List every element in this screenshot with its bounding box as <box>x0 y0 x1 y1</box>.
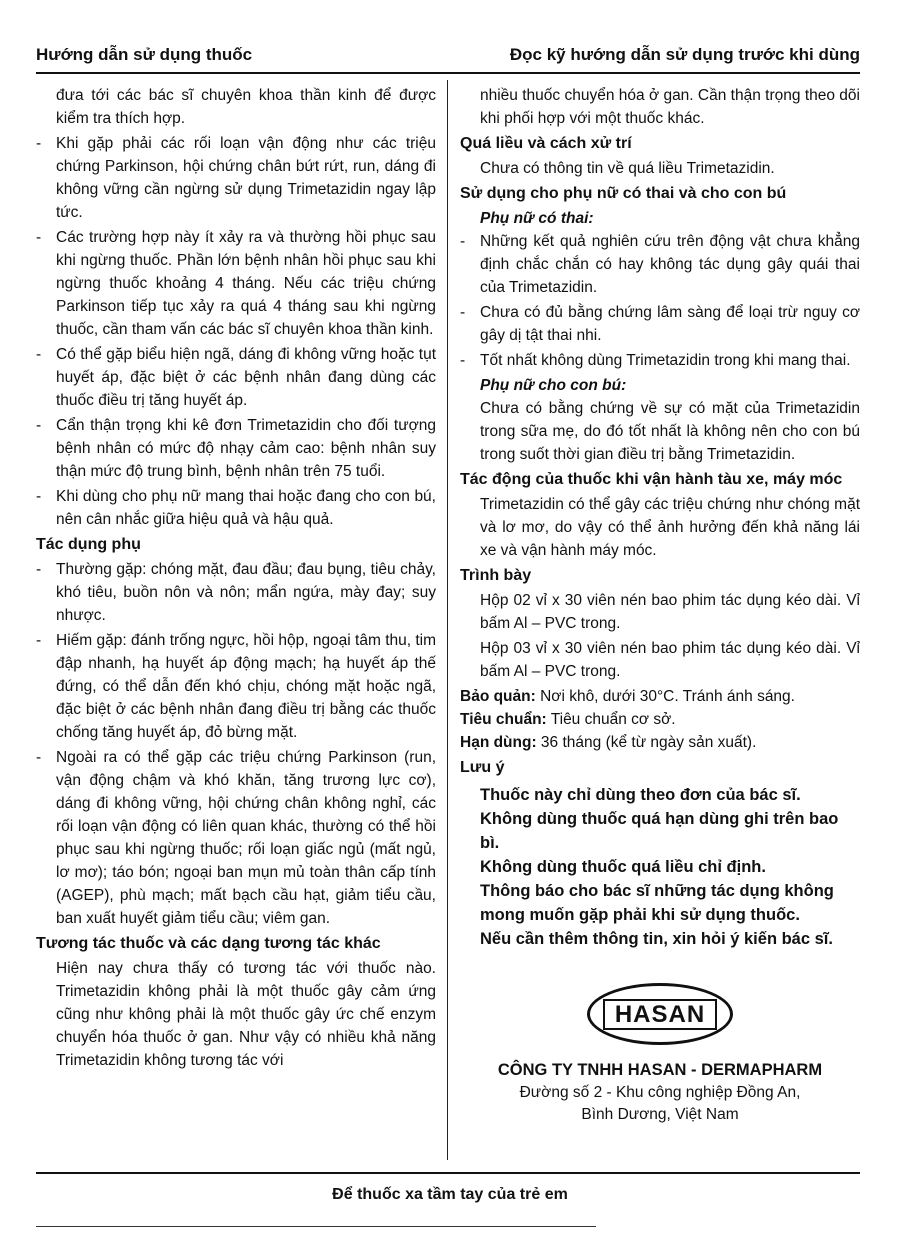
breastfeeding-text: Chưa có bằng chứng về sự có mặt của Trimetazidin trong sữa mẹ, do đó tốt nhất là không nên cho con bú trong suốt thời gian điều trị bằng Trimetazidin. <box>480 400 860 463</box>
standard-line <box>460 708 860 731</box>
company-name: CÔNG TY TNHH HASAN - DERMAPHARM <box>497 1061 823 1079</box>
header-left-title: Hướng dẫn sử dụng thuốc <box>36 45 253 64</box>
note-line: Không dùng thuốc quá liều chỉ định. <box>480 858 766 876</box>
pregnant-item: - Những kết quả nghiên cứu trên động vật chưa khẳng định chắc chắn có hay không tác dụng gây quái thai của Trimetazidin. <box>460 233 860 296</box>
side-effect-item: - Hiếm gặp: đánh trống ngực, hồi hộp, ngoại tâm thu, tim đập nhanh, hạ huyết áp động mạch; hạ huyết áp thế đứng, có thể dẫn đến khó chịu, chóng mặt hoặc ngã, đặc biệt ở các bệnh nhân đang điều trị bằng các thuốc chống tăng huyết áp, đỏ bừng mặt. <box>36 632 437 741</box>
breastfeeding-subheading: Phụ nữ cho con bú: <box>480 377 627 394</box>
company-address-line1: Đường số 2 - Khu công nghiệp Đồng An, <box>519 1084 801 1101</box>
page-header <box>36 38 860 74</box>
expiry-label: Hạn dùng: <box>460 734 537 751</box>
side-effect-item: - Ngoài ra có thể gặp các triệu chứng Parkinson (run, vận động chậm và khó khăn, tăng trương lực cơ), dáng đi không vững, hội chứng chân không nghỉ, các rối loạn vận động có liên quan khác, thường có thể hồi phục sau khi ngừng thuốc; rối loạn giấc ngủ (mất ngủ, lơ mơ); táo bón; ngoại ban mụn mủ toàn thân cấp tính (AGEP), phù mạch; mất bạch cầu hạt, giảm tiểu cầu, ban xuất huyết giảm tiểu cầu; viêm gan. <box>36 749 436 927</box>
expiry-line <box>460 731 860 754</box>
overdose-heading: Quá liều và cách xử trí <box>460 135 632 152</box>
note-block <box>460 783 860 951</box>
expiry-text: 36 tháng (kể từ ngày sản xuất). <box>536 734 757 751</box>
note-heading: Lưu ý <box>460 759 505 776</box>
side-effects-heading: Tác dụng phụ <box>36 536 141 553</box>
note-line: Không dùng thuốc quá hạn dùng ghi trên bao bì. <box>480 810 839 852</box>
interactions-text: Hiện nay chưa thấy có tương tác với thuốc nào. Trimetazidin không phải là một thuốc gây cảm ứng cũng như không phải là một thuốc gây ức chế enzym chuyển hóa thuốc ở gan. Như vậy có nhiều khả năng Trimetazidin không tương tác với <box>56 960 436 1069</box>
footer-warning: Để thuốc xa tầm tay của trẻ em <box>332 1186 568 1203</box>
pregnant-item: - Chưa có đủ bằng chứng lâm sàng để loại trừ nguy cơ gây dị tật thai nhi. <box>460 304 860 344</box>
storage-label: Bảo quản: <box>460 688 536 705</box>
note-line: Nếu cần thêm thông tin, xin hỏi ý kiến bác sĩ. <box>480 930 833 948</box>
standard-text: Tiêu chuẩn cơ sở. <box>546 711 676 728</box>
right-column <box>460 84 860 1126</box>
presentation-item: Hộp 03 vỉ x 30 viên nén bao phim tác dụng kéo dài. Vỉ bấm Al – PVC trong. <box>480 640 860 680</box>
pregnant-subheading: Phụ nữ có thai: <box>480 210 594 227</box>
company-logo <box>460 983 860 1045</box>
overdose-text: Chưa có thông tin về quá liều Trimetazidin. <box>480 160 775 177</box>
header-right-title: Đọc kỹ hướng dẫn sử dụng trước khi dùng <box>509 45 860 64</box>
logo-text: HASAN <box>603 999 717 1030</box>
warning-item: - Khi dùng cho phụ nữ mang thai hoặc đang cho con bú, nên cân nhắc giữa hiệu quả và hậu quả. <box>36 488 436 528</box>
storage-line <box>460 685 860 708</box>
interactions-continuation: nhiều thuốc chuyển hóa ở gan. Cần thận trọng theo dõi khi phối hợp với một thuốc khác. <box>480 87 860 127</box>
note-line: Thông báo cho bác sĩ những tác dụng không mong muốn gặp phải khi sử dụng thuốc. <box>480 882 834 924</box>
footer-divider <box>36 1172 860 1174</box>
warning-item: - Khi gặp phải các rối loạn vận động như các triệu chứng Parkinson, hội chứng chân bứt rứt, run, dáng đi không vững cần ngừng sử dụng Trimetazidin ngay lập tức. <box>36 135 436 221</box>
interactions-heading: Tương tác thuốc và các dạng tương tác khác <box>36 935 381 952</box>
presentation-item: Hộp 02 vỉ x 30 viên nén bao phim tác dụng kéo dài. Vỉ bấm Al – PVC trong. <box>480 592 860 632</box>
driving-text: Trimetazidin có thể gây các triệu chứng như chóng mặt và lơ mơ, do vậy có thể ảnh hưởng đến khả năng lái xe và vận hành máy móc. <box>480 496 860 559</box>
note-line: Thuốc này chỉ dùng theo đơn của bác sĩ. <box>480 786 801 804</box>
warning-item: - Các trường hợp này ít xảy ra và thường hồi phục sau khi ngừng thuốc. Phần lớn bệnh nhân hồi phục sau khi ngừng thuốc khoảng 4 tháng. Nếu các triệu chứng Parkinson tiếp tục xảy ra quá 4 tháng sau khi ngừng thuốc, cần tham vấn các bác sĩ chuyên khoa thần kinh. <box>36 229 436 338</box>
warning-item: - Có thể gặp biểu hiện ngã, dáng đi không vững hoặc tụt huyết áp, đặc biệt ở các bệnh nhân đang dùng các thuốc điều trị tăng huyết áp. <box>36 346 436 409</box>
bottom-border <box>36 1226 596 1227</box>
company-address-line2: Bình Dương, Việt Nam <box>581 1106 739 1123</box>
warning-item: - Cẩn thận trọng khi kê đơn Trimetazidin cho đối tượng bệnh nhân có mức độ nhạy cảm cao: bệnh nhân suy thận mức độ trung bình, bệnh nhân trên 75 tuổi. <box>36 417 436 480</box>
logo-oval <box>587 983 733 1045</box>
left-column <box>36 84 436 1074</box>
column-divider <box>447 80 448 1160</box>
side-effect-item: - Thường gặp: chóng mặt, đau đầu; đau bụng, tiêu chảy, khó tiêu, buồn nôn và nôn; mẩn ngứa, mày đay; suy nhược. <box>36 561 436 624</box>
standard-label: Tiêu chuẩn: <box>460 711 547 728</box>
presentation-heading: Trình bày <box>460 567 532 584</box>
storage-text: Nơi khô, dưới 30°C. Tránh ánh sáng. <box>535 688 795 705</box>
pregnant-item: - Tốt nhất không dùng Trimetazidin trong khi mang thai. <box>460 352 851 369</box>
driving-heading: Tác động của thuốc khi vận hành tàu xe, máy móc <box>460 471 843 488</box>
pregnancy-heading: Sử dụng cho phụ nữ có thai và cho con bú <box>460 185 787 202</box>
intro-continuation: đưa tới các bác sĩ chuyên khoa thần kinh để được kiểm tra thích hợp. <box>56 87 436 127</box>
